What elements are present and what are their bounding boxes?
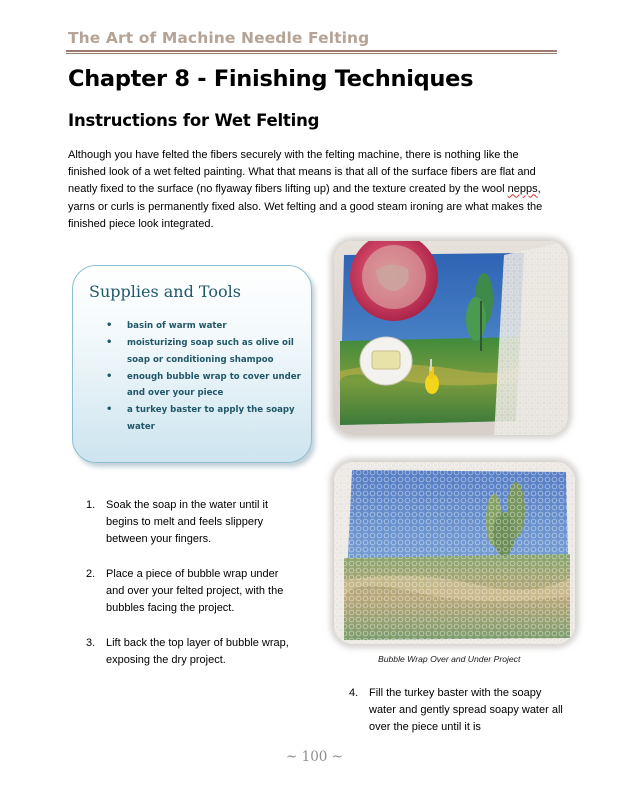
supplies-sidebar	[72, 265, 312, 463]
page-number: ~ 100 ~	[286, 749, 343, 765]
step-item	[86, 497, 298, 549]
chapter-title: Chapter 8 - Finishing Techniques	[68, 66, 474, 92]
bullet-icon: •	[106, 370, 113, 382]
photo-supplies-setup	[333, 240, 569, 436]
photo-bubble-wrap-image	[334, 462, 576, 645]
bullet-icon: •	[106, 320, 113, 331]
supply-text: enough bubble wrap to cover under and over your piece	[127, 371, 301, 399]
supply-item	[106, 318, 306, 335]
running-header: The Art of Machine Needle Felting	[68, 29, 370, 47]
step-text: Soak the soap in the water until it begins to melt and feels slippery between your fingers.	[106, 499, 269, 546]
step-item	[86, 566, 298, 618]
bullet-icon: •	[106, 337, 113, 349]
step-text: Lift back the top layer of bubble wrap, exposing the dry project.	[106, 637, 289, 667]
supply-text: moisturizing soap such as olive oil soap or conditioning shampoo	[127, 338, 294, 365]
supply-text: basin of warm water	[127, 321, 227, 331]
intro-paragraph	[68, 147, 558, 233]
photo-supplies-image	[334, 241, 569, 436]
photo-caption: Bubble Wrap Over and Under Project	[378, 654, 521, 664]
step-number: 1.	[86, 499, 96, 511]
supplies-title: Supplies and Tools	[89, 282, 241, 301]
supply-item	[106, 369, 306, 402]
supply-item	[106, 402, 306, 435]
step-item	[86, 635, 298, 669]
step-number: 3.	[86, 637, 96, 649]
step-text: Place a piece of bubble wrap under and over your felted project, with the bubbles facing the project.	[106, 568, 284, 615]
intro-text-1: Although you have felted the fibers securely with the felting machine, there is nothing like the finished look of a wet felted painting. What that means is that all of the surface fibers are flat and neatly fixed to the surface (no flyaway fibers lifting up) and the texture created by the wool	[68, 149, 536, 196]
section-title: Instructions for Wet Felting	[68, 111, 320, 130]
intro-text-2: , yarns or curls is permanently fixed also. Wet felting and a good steam ironing are what makes the finished piece look integrated.	[68, 183, 543, 230]
supply-text: a turkey baster to apply the soapy water	[127, 405, 295, 433]
misspelled-word: nepps	[507, 183, 538, 196]
supplies-list	[106, 318, 306, 436]
step-text: Fill the turkey baster with the soapy water and gently spread soapy water all over the piece until it is	[369, 687, 563, 734]
step-item	[349, 685, 564, 737]
photo-bubble-wrap-project	[333, 461, 576, 645]
header-rule	[66, 50, 557, 54]
step-number: 4.	[349, 687, 359, 699]
step-number: 2.	[86, 568, 96, 580]
bullet-icon: •	[106, 404, 113, 416]
supply-item	[106, 335, 306, 368]
